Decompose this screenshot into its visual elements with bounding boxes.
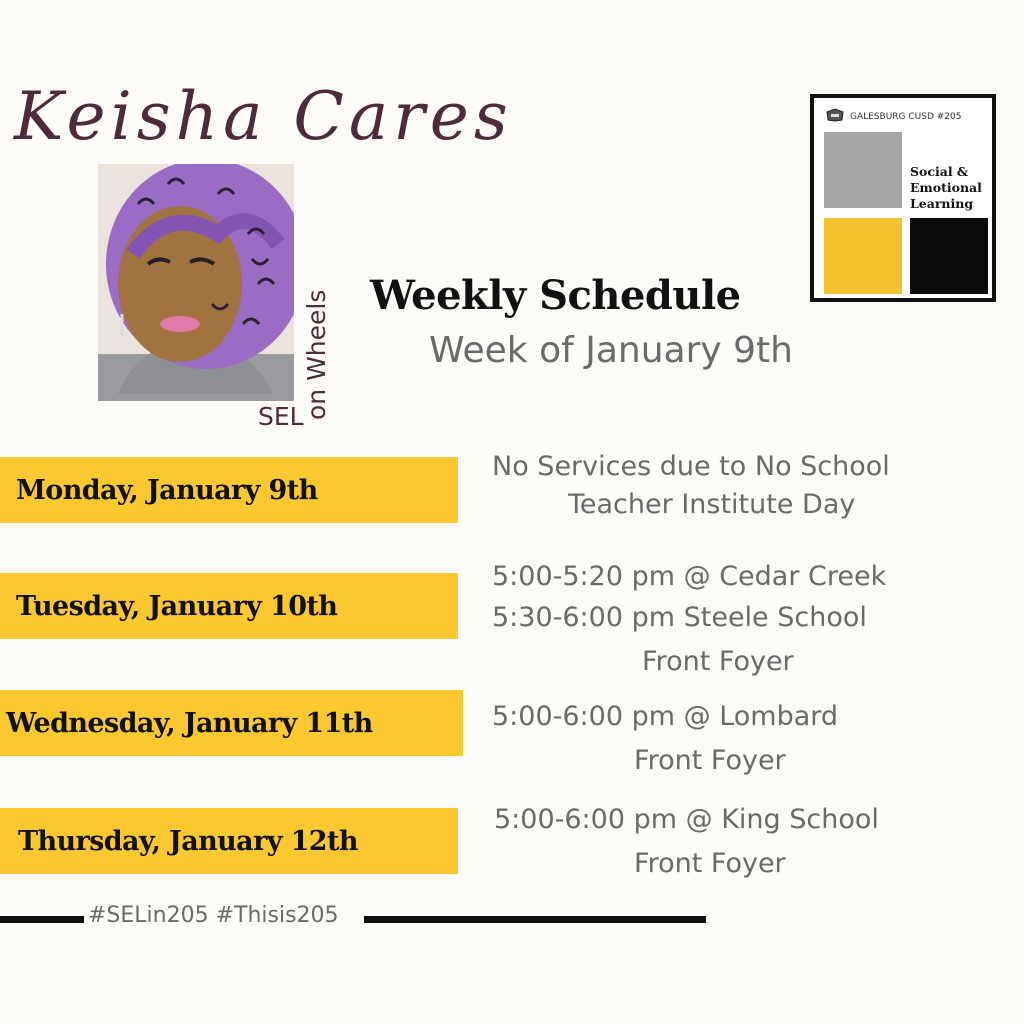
day-bar-thursday bbox=[0, 808, 458, 874]
school-crest-icon bbox=[826, 108, 844, 125]
logo-title: Social & Emotional Learning bbox=[910, 164, 982, 211]
day-label: Monday, January 9th bbox=[16, 474, 318, 506]
day-label: Thursday, January 12th bbox=[18, 825, 358, 857]
footer-hashtags: #SELin205 #Thisis205 bbox=[88, 903, 339, 928]
logo-header bbox=[826, 108, 962, 125]
portrait-illustration bbox=[98, 164, 294, 401]
detail-line: 5:00-6:00 pm @ King School bbox=[494, 804, 879, 835]
logo-black-block bbox=[910, 218, 988, 294]
detail-line: No Services due to No School bbox=[492, 451, 890, 482]
week-subheading: Week of January 9th bbox=[429, 330, 793, 371]
logo-yellow-block bbox=[824, 218, 902, 294]
logo-grey-block bbox=[824, 132, 902, 208]
footer-rule-right bbox=[364, 916, 706, 923]
day-bar-tuesday bbox=[0, 573, 458, 639]
day-bar-monday bbox=[0, 457, 458, 523]
district-logo bbox=[810, 94, 996, 302]
sel-label: SEL bbox=[258, 402, 304, 431]
day-label: Wednesday, January 11th bbox=[6, 707, 373, 739]
detail-line: 5:00-5:20 pm @ Cedar Creek bbox=[492, 561, 887, 592]
day-details-thursday bbox=[494, 801, 879, 883]
detail-line: Teacher Institute Day bbox=[568, 489, 856, 520]
on-wheels-label: on Wheels bbox=[302, 289, 331, 420]
footer-rule-left bbox=[0, 916, 84, 923]
day-details-monday bbox=[492, 448, 890, 524]
day-bar-wednesday bbox=[0, 690, 463, 756]
day-label: Tuesday, January 10th bbox=[16, 590, 338, 622]
day-details-tuesday bbox=[492, 558, 886, 681]
detail-line: Front Foyer bbox=[642, 646, 794, 677]
detail-line: 5:00-6:00 pm @ Lombard bbox=[492, 701, 839, 732]
detail-line: 5:30-6:00 pm Steele School bbox=[492, 602, 867, 633]
detail-line: Front Foyer bbox=[634, 848, 786, 879]
day-details-wednesday bbox=[492, 698, 838, 780]
schedule-heading: Weekly Schedule bbox=[370, 272, 741, 319]
detail-line: Front Foyer bbox=[634, 745, 786, 776]
logo-org-name: GALESBURG CUSD #205 bbox=[850, 111, 962, 122]
brand-title: Keisha Cares bbox=[14, 78, 513, 155]
